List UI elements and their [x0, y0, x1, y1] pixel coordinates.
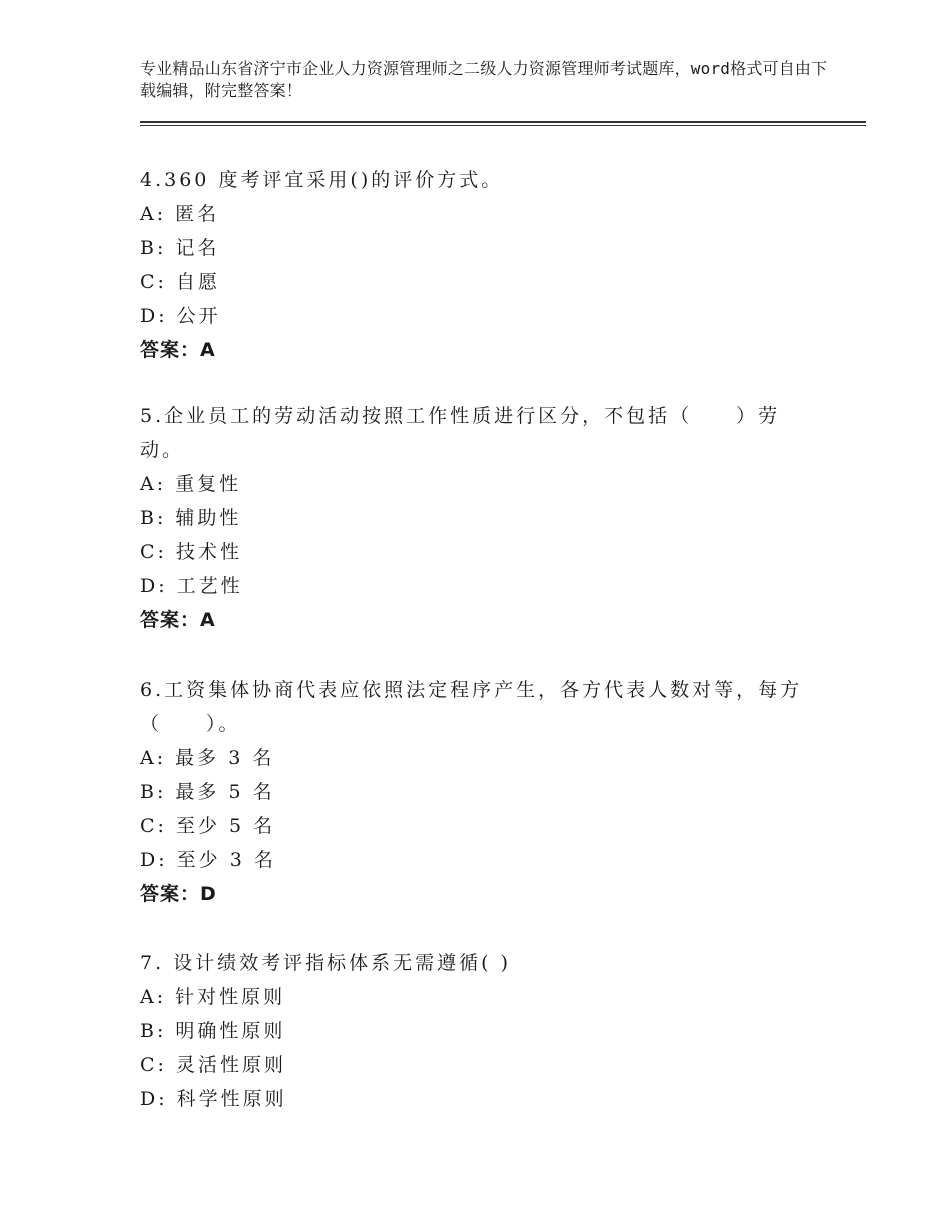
question-5 [140, 399, 840, 637]
option-a: A: 匿名 [140, 203, 220, 225]
option-a: A: 最多 3 名 [140, 747, 275, 769]
question-4 [140, 163, 840, 367]
answer-label: 答案：D [140, 883, 217, 905]
option-a: A: 重复性 [140, 473, 242, 495]
question-stem: 5.企业员工的劳动活动按照工作性质进行区分，不包括（ ）劳 动。 [140, 405, 781, 461]
option-d: D: 至少 3 名 [140, 849, 276, 871]
option-a: A: 针对性原则 [140, 986, 286, 1008]
document-header: 专业精品山东省济宁市企业人力资源管理师之二级人力资源管理师考试题库，word格式可自由下载编辑，附完整答案！ [140, 59, 828, 100]
option-c: C: 技术性 [140, 541, 242, 563]
question-7 [140, 946, 840, 1116]
answer-label: 答案：A [140, 339, 216, 361]
option-d: D: 工艺性 [140, 575, 243, 597]
question-stem: 7. 设计绩效考评指标体系无需遵循( ) [140, 952, 512, 974]
option-b: B: 明确性原则 [140, 1020, 286, 1042]
option-d: D: 科学性原则 [140, 1088, 287, 1110]
option-b: B: 最多 5 名 [140, 781, 275, 803]
option-d: D: 公开 [140, 305, 221, 327]
option-c: C: 至少 5 名 [140, 815, 276, 837]
option-b: B: 辅助性 [140, 507, 242, 529]
option-c: C: 灵活性原则 [140, 1054, 286, 1076]
header-divider [140, 121, 866, 123]
answer-label: 答案：A [140, 609, 216, 631]
option-b: B: 记名 [140, 237, 220, 259]
question-stem: 6.工资集体协商代表应依照法定程序产生，各方代表人数对等，每方 （ ）。 [140, 679, 803, 735]
header-divider-thin [140, 125, 866, 126]
option-c: C: 自愿 [140, 271, 220, 293]
question-stem: 4.360 度考评宜采用()的评价方式。 [140, 169, 504, 191]
question-6 [140, 673, 840, 911]
